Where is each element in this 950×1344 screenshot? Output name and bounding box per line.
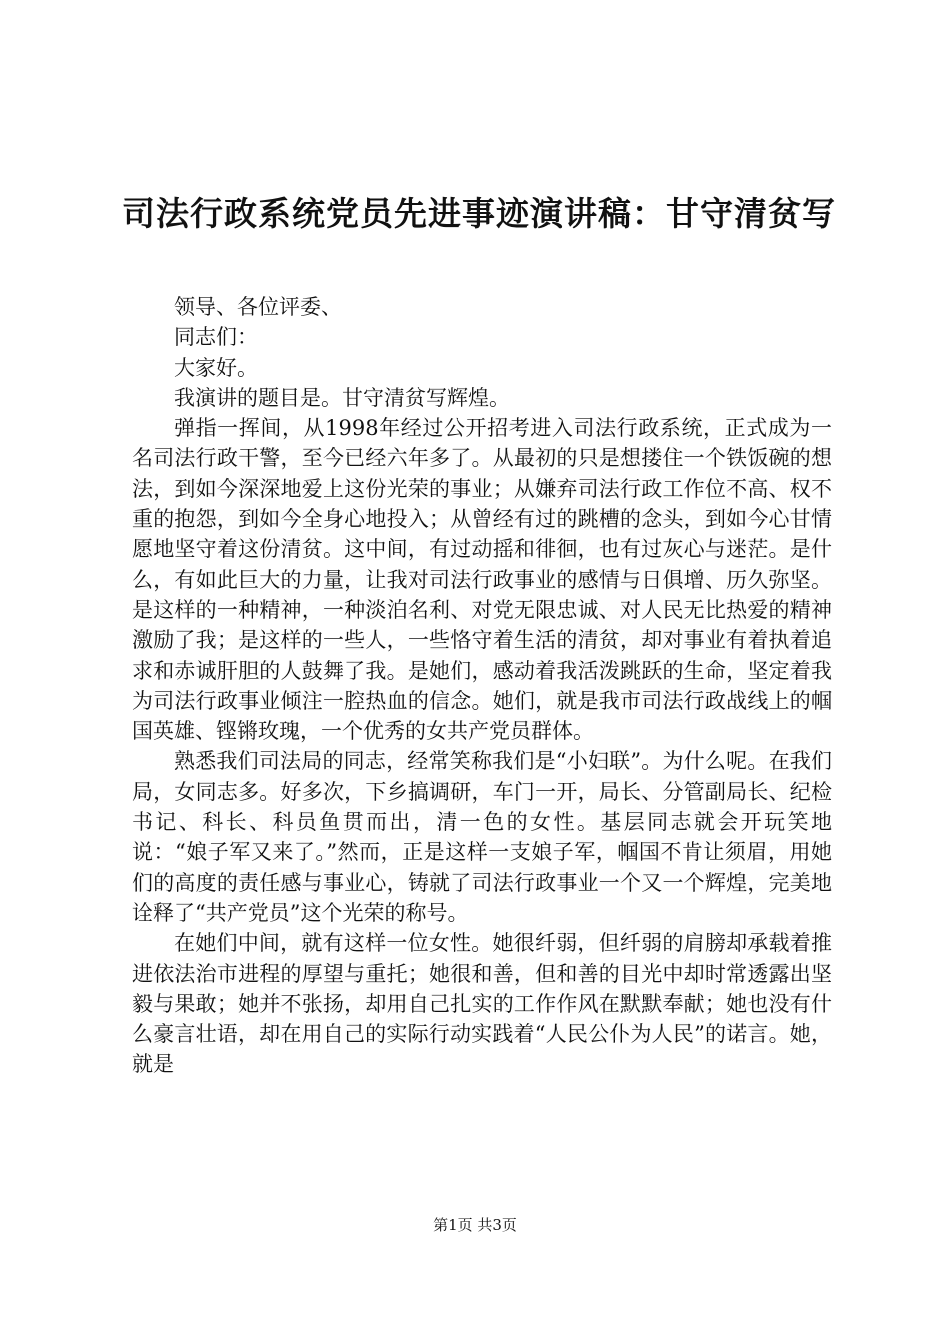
page-number-footer: 第1页 共3页 [433, 1216, 517, 1234]
document-title: 司法行政系统党员先进事迹演讲稿：甘守清贫写 [122, 194, 836, 233]
paragraph-topic: 我演讲的题目是。甘守清贫写辉煌。 [174, 385, 510, 410]
document-body [132, 292, 832, 1080]
paragraph-salutation-1: 领导、各位评委、 [174, 295, 342, 319]
paragraph-greeting: 大家好。 [174, 355, 258, 380]
paragraph-salutation-2: 同志们： [174, 325, 258, 350]
paragraph-body-1: 弹指一挥间，从1998年经过公开招考进入司法行政系统，正式成为一名司法行政干警，至今已经六年多了。从最初的只是想搂住一个铁饭碗的想法，到如今深深地爱上这份光荣的事业；从嫌弃司法行政工作位不高、权不重的抱怨，到如今全身心地投入；从曾经有过的跳槽的念头，到如今心甘情愿地坚守着这份清贫。这中间，有过动摇和徘徊，也有过灰心与迷茫。是什么，有如此巨大的力量，让我对司法行政事业的感情与日俱增、历久弥坚。是这样的一种精神，一种淡泊名利、对党无限忠诚、对人民无比热爱的精神激励了我；是这样的一些人，一些恪守着生活的清贫，却对事业有着执着追求和赤诚肝胆的人鼓舞了我。是她们，感动着我活泼跳跃的生命，坚定着我为司法行政事业倾注一腔热血的信念。她们，就是我市司法行政战线上的帼国英雄、铿锵玫瑰，一个优秀的女共产党员群体。 [132, 416, 832, 744]
paragraph-body-3: 在她们中间，就有这样一位女性。她很纤弱，但纤弱的肩膀却承载着推进依法治市进程的厚望与重托；她很和善，但和善的目光中却时常透露出坚毅与果敢；她并不张扬，却用自己扎实的工作作风在默默奉献；她也没有什么豪言壮语，却在用自己的实际行动实践着“人民公仆为人民”的诺言。她，就是 [132, 931, 832, 1077]
paragraph-body-2: 熟悉我们司法局的同志，经常笑称我们是“小妇联”。为什么呢。在我们局，女同志多。好多次，下乡搞调研，车门一开，局长、分管副局长、纪检书记、科长、科员鱼贯而出，清一色的女性。基层同志就会开玩笑地说：“娘子军又来了。”然而，正是这样一支娘子军，帼国不肯让须眉，用她们的高度的责任感与事业心，铸就了司法行政事业一个又一个辉煌，完美地诠释了“共产党员”这个光荣的称号。 [132, 749, 832, 925]
